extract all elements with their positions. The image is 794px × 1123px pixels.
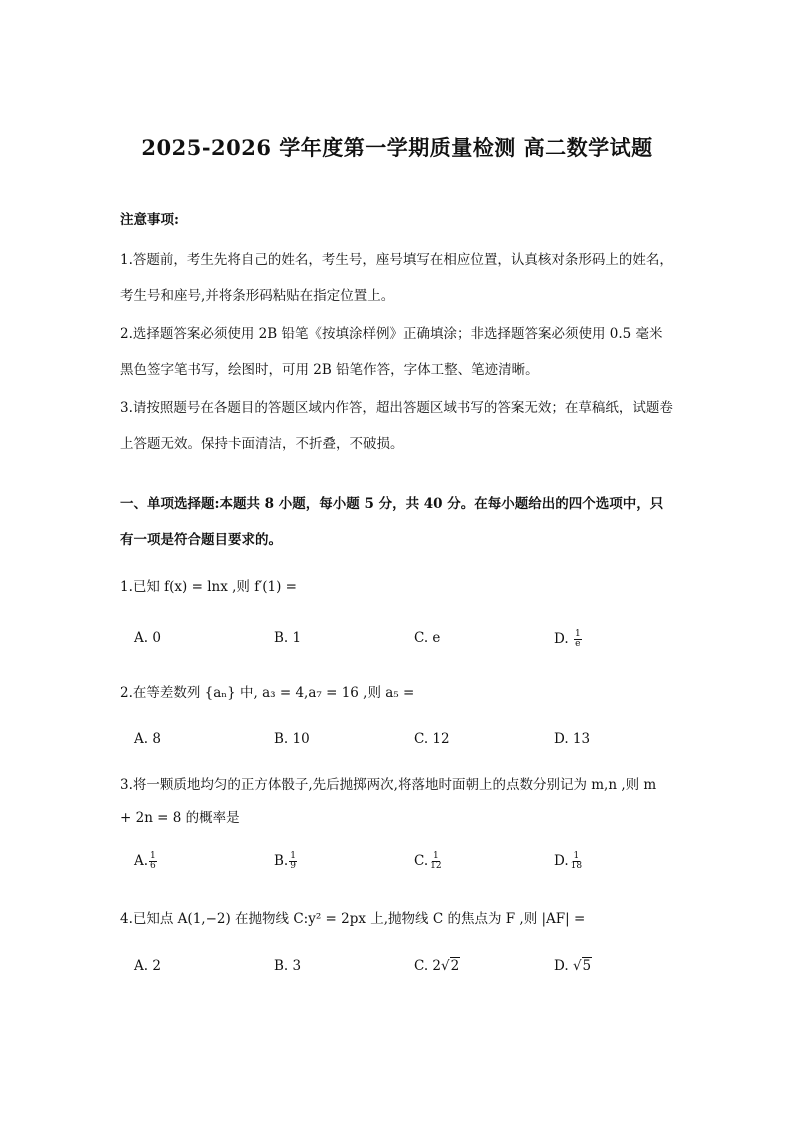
fraction: $\frac{1}{12}$ [430,851,442,871]
notice-heading: 注意事项: [120,212,179,228]
option-a: A. 2 [134,958,161,974]
exam-title: 2025-2026 学年度第一学期质量检测 高二数学试题 [141,135,653,160]
section-1-heading: 一、单项选择题:本题共 8 小题，每小题 5 分，共 40 分。在每小题给出的四个选项中，只有一项是符合题目要求的。 [120,496,664,548]
notice-item-3: 3.请按照题号在各题目的答题区域内作答，超出答题区域书写的答案无效；在草稿纸，试题卷上答题无效。保持卡面清洁，不折叠，不破损。 [120,400,673,452]
question-4-options [134,958,694,984]
square-root: √5 [572,958,592,974]
option-d: D. √5 [554,958,592,974]
option-c: C. $\frac{1}{12}$ [414,851,442,871]
option-b: B. 3 [274,958,302,974]
option-b: B. 10 [274,731,310,747]
question-2-stem: 2.在等差数列 {aₙ} 中, a₃ = 4,a₇ = 16 ,则 a₅ = [120,685,415,701]
fraction: $\frac{1}{e}$ [574,629,581,649]
option-d: D. 13 [554,731,591,747]
option-d: D. $\frac{1}{18}$ [554,851,583,871]
fraction: $\frac{1}{18}$ [570,851,583,871]
option-a: A. 0 [134,630,161,646]
question-3-options [134,852,694,878]
question-2-options [134,731,694,757]
option-a: A. 8 [134,731,161,747]
fraction: $\frac{1}{9}$ [290,851,296,871]
notice-item-2: 2.选择题答案必须使用 2B 铅笔《按填涂样例》正确填涂；非选择题答案必须使用 0.5 毫米黑色签字笔书写，绘图时，可用 2B 铅笔作答，字体工整、笔迹清晰。 [120,326,663,378]
fraction: $\frac{1}{6}$ [150,851,156,871]
option-c: C. 2√2 [414,958,460,974]
question-3-stem-line-1: 3.将一颗质地均匀的正方体骰子,先后抛掷两次,将落地时面朝上的点数分别记为 m,n ,则 m [120,777,657,793]
square-root: √2 [441,958,460,974]
option-b: B. 1 [274,630,302,646]
option-a: A. $\frac{1}{6}$ [134,851,156,871]
question-1-options [134,630,694,656]
option-c: C. 12 [414,731,450,747]
notice-item-1: 1.答题前，考生先将自己的姓名，考生号，座号填写在相应位置，认真核对条形码上的姓名， 考生号和座号,并将条形码粘贴在指定位置上。 [120,252,673,304]
question-4-stem: 4.已知点 A(1,−2) 在抛物线 C:y² = 2px 上,抛物线 C 的焦点为 F ,则 |AF| = [120,911,586,927]
question-3-stem-line-2: + 2n = 8 的概率是 [120,810,240,826]
option-b: B. $\frac{1}{9}$ [274,851,296,871]
option-c: C. e [414,630,441,646]
question-1-stem: 1.已知 f(x) = lnx ,则 f′(1) = [120,579,297,595]
option-d: D. $\frac{1}{e}$ [554,629,581,649]
